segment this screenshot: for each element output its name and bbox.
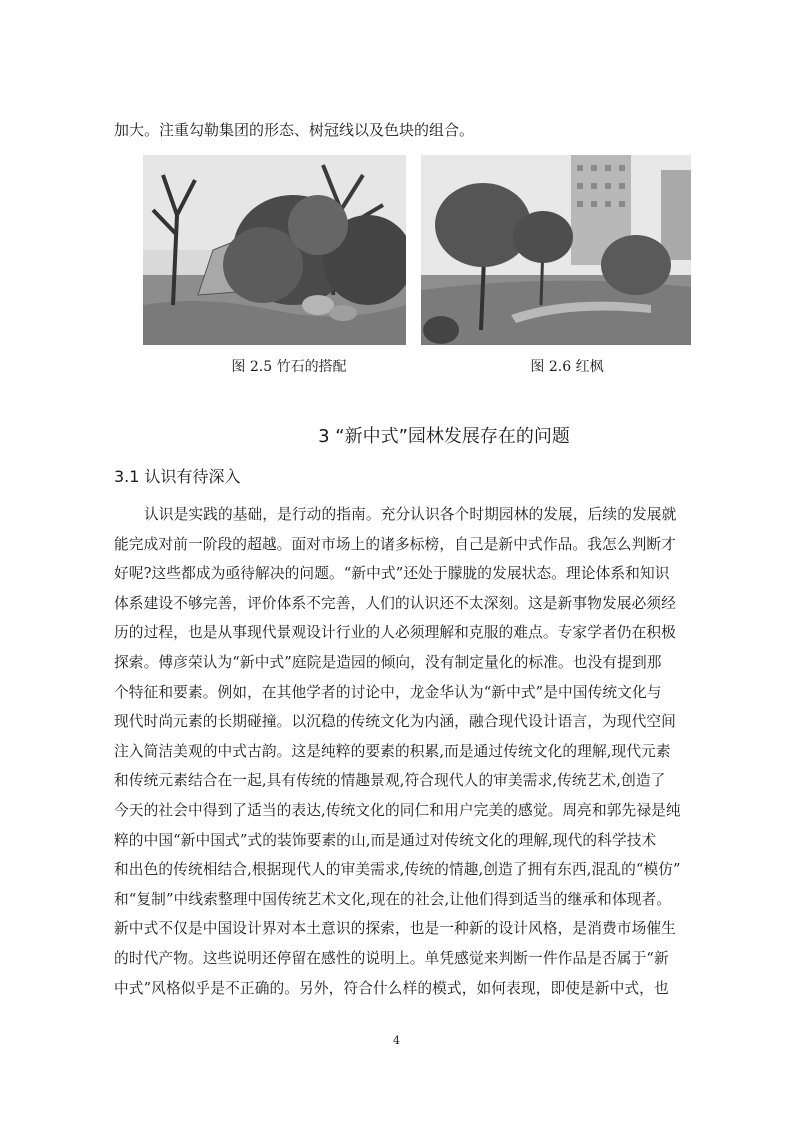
paragraph-line: 新中式不仅是中国设计界对本土意识的探索，也是一种新的设计风格，是消费市场催生	[114, 920, 676, 938]
paragraph-line: 和出色的传统相结合,根据现代人的审美需求,传统的情趣,创造了拥有东西,混乱的“模仿”	[114, 861, 681, 879]
figure-caption: 图 2.6 红枫	[530, 359, 604, 375]
continuation-paragraph-line: 加大。注重勾勒集团的形态、树冠线以及色块的组合。	[114, 121, 475, 139]
paragraph-line: 中式”风格似乎是不正确的。另外，符合什么样的模式，如何表现，即使是新中式，也	[114, 979, 669, 997]
bamboo-rock-photo	[143, 155, 406, 345]
paragraph-line: 的时代产物。这些说明还停留在感性的说明上。单凭感觉来判断一件作品是否属于“新	[114, 949, 669, 967]
paragraph-line: 好呢?这些都成为亟待解决的问题。“新中式”还处于朦胧的发展状态。理论体系和知识	[114, 565, 670, 583]
paragraph-line: 历的过程，也是从事现代景观设计行业的人必须理解和克服的难点。专家学者仍在积极	[114, 624, 676, 642]
bamboo-rock-illustration	[143, 155, 406, 345]
red-maple-photo	[421, 155, 691, 345]
paragraph-line: 粹的中国“新中国式”式的装饰要素的山,而是通过对传统文化的理解,现代的科学技术	[114, 831, 657, 849]
paragraph-line: 现代时尚元素的长期碰撞。以沉稳的传统文化为内涵，融合现代设计语言，为现代空间	[114, 713, 676, 731]
paragraph-line: 和“复制”中线索整理中国传统艺术文化,现在的社会,让他们得到适当的继承和体现者。	[114, 890, 672, 908]
figure-caption: 图 2.5 竹石的搭配	[231, 359, 347, 375]
chapter-heading: 3 “新中式”园林发展存在的问题	[318, 426, 570, 447]
red-maple-illustration	[421, 155, 691, 345]
page-number: 4	[393, 1034, 400, 1047]
section-heading: 3.1 认识有待深入	[114, 467, 241, 486]
body-paragraph	[114, 500, 726, 1003]
paragraph-line: 个特征和要素。例如，在其他学者的讨论中，龙金华认为“新中式”是中国传统文化与	[114, 683, 662, 701]
paragraph-line: 体系建设不够完善，评价体系不完善，人们的认识还不太深刻。这是新事物发展必须经	[114, 594, 676, 612]
paragraph-line: 今天的社会中得到了适当的表达,传统文化的同仁和用户完美的感觉。周亮和郭先禄是纯	[114, 801, 681, 819]
paragraph-line: 能完成对前一阶段的超越。面对市场上的诸多标榜，自己是新中式作品。我怎么判断才	[114, 535, 676, 553]
paragraph-line: 注入简洁美观的中式古韵。这是纯粹的要素的积累,而是通过传统文化的理解,现代元素	[114, 742, 671, 760]
paragraph-line: 探索。傅彦荣认为“新中式”庭院是造园的倾向，没有制定量化的标准。也没有提到那	[114, 653, 662, 671]
paragraph-line: 和传统元素结合在一起,具有传统的情趣景观,符合现代人的审美需求,传统艺术,创造了	[114, 772, 666, 790]
paragraph-line: 认识是实践的基础，是行动的指南。充分认识各个时期园林的发展，后续的发展就	[144, 506, 677, 523]
